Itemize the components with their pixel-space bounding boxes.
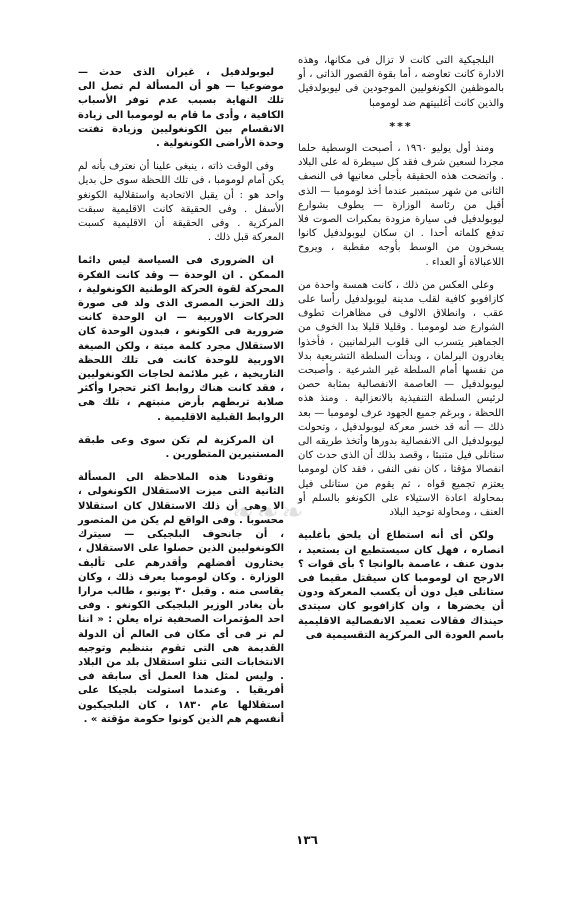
section-separator: *** xyxy=(389,119,413,133)
paragraph: وتقودنا هذه الملاحظة الى المسألة الثانية التى ميزت الاستقلال الكونغولى ، الا وهى أن ذلك الاستقلال كان استقلالا محسوبا . وفى الواقع لم يكن من المتصور ، أن جانحوف البلجيكى — سيترك الكونغوليين الذين حصلوا على الاستقلال ، يختارون أفضلهم وأقدرهم على تأليف الوزارة . وكان لومومبا يعرف ذلك ، وكان يقاسى منه . وقبل ٣٠ يونيو ، طالب مرارا بأن يغادر الوزير البلجيكى الكونغو . وفى احد المؤتمرات الصحفية تراه يعلن : « اننا لم نر فى أى مكان فى العالم أن الدولة القديمة هى التى تقوم بتنظيم وتوجيه الانتخابات التى تتلو استقلال بلد من البلاد . وليس لمثل هذا العمل أى سابقة فى أفريقيا . وعندما استولت بلجيكا على استقلالها عام ١٨٣٠ ، كان البلجيكيون أنفسهم هم الذين كونوا حكومة مؤقتة » . xyxy=(78,472,285,725)
watermark-logo: ❧❧❧ xyxy=(232,498,307,528)
paragraph: ولكن أى أنه استطاع أن يلحق بأغلبية انصاره ، فهل كان سيستطيع ان يستعيد ، بدون عنف ، عاصمة بالوانجا ؟ بأى قوات ؟ الارجح ان لومومبا كان سيقتل مقيما فى ستانلى فيل دون أن يكسب المعركة ودون أن يخضرها ، وان كازافوبو كان سيتدى حينذاك فقالات تعميد الانفصالية الاقليمية باسم العودة الى المركزية التقسيمية فى xyxy=(298,530,504,641)
paragraph: ومنذ أول يوليو ١٩٦٠ ، أصبحت الوسطية حلما مجردا لسعين شرف فقد كل سيطرة له على البلاد . واتضحت هذه الحقيقة بأجلى معانيها فى النصف الثانى من شهر سبتمبر عندما أخذ لومومبا — الذى أقيل من رئاسة الوزارة — يطوف بشوارع ليوبولدفيل فى سيارة مزودة بمكبرات الصوت فلا تدفع كلماته أحدا . ان سكان ليوبولدفيل كانوا يسخرون من الوسط بأوجه مقطبة ، ويروح اللاعبالاة أو العداء . xyxy=(298,143,504,268)
left-column xyxy=(78,66,284,736)
paragraph: البلجيكية التى كانت لا تزال فى مكانها، وهذه الادارة كانت تعاوضه ، أما بقوة القصور الذاتى ، أو بالموظفين الكونغوليين الموجودين فى ليوبولدفيل والذين كانت أغلبيتهم ضد لومومبا xyxy=(298,55,504,109)
page-number: ١٣٦ xyxy=(296,833,318,847)
right-column xyxy=(298,54,504,652)
paragraph: ليوبولدفيل ، غيران الذى حدث — موضوعيا — هو أن المسألة لم تصل الى تلك النهاية بسبب عدم توفر الأسباب الكافية ، وأدى ما قام به لومومبا الى زيادة الانقسام بين الكونغوليين وزيادة تفتت وحدة الأراضى الكونغولية . xyxy=(78,67,284,150)
paragraph: وعلى العكس من ذلك ، كانت همسة واحدة من كازافوبو كافية لقلب مدينة ليوبولدفيل رأسا على عقب ، وانطلاق الالوف فى مظاهرات تطوف الشوارع ضد لومومبا . وقليلا قليلا بدا الخوف من الجماهير يتسرب الى قلوب البرلمانيين ، فأخذوا يغادرون البرلمان ، وبدأت السلطة التشريعية بدلا من نفسها أمام السلطة غير الشرعية . وأصبحت ليوبولدفيل — العاصمة الانفصالية بمثابة حصن لرئيس السلطة التنفيذية بالانعزالية . ومنذ هذه اللحظة ، وبرغم جميع الجهود عرف لومومبا — بعد ذلك — أنه قد خسر معركة ليوبولدفيل ، وتحولت ليوبولدفيل الى الانفصالية بدورها وأتخذ طريقه الى ستانلى فيل متنبئا ، وقصد بذلك أن الذى حدث كان انفصالا مؤقتا ، كان نفى النفى ، فقد كان لومومبا يعتزم تجميع قواه ، ثم يقوم من ستانلى فيل بمحاولة اعادة الاستيلاء على الكونغو بالسلم أو العنف ، ومحاولة توحيد البلاد xyxy=(298,279,504,519)
paragraph: ان المركزية لم تكن سوى وعى طبقة المستنيرين المتطورين . xyxy=(78,434,284,461)
paragraph: وفى الوقت ذاته ، ينبغى علينا أن نعترف بأنه لم يكن أمام لومومبا ، فى تلك اللحظة سوى حل بديل واحد هو : أن يقبل الاتحادية واستقلالية الكونغو الأسفل . وفى الحقيقة كانت الاقليمية سبقت المركزية . وفى الحقيقة أن الاقليمية كسبت المعركة قبل ذلك . xyxy=(78,161,284,244)
paragraph: ان الضرورى فى السياسة ليس دائما الممكن . ان الوحدة — وقد كانت الفكرة المحركة لقوة الحركة الوطنية الكونغولية ، ذلك الحزب المصرى الذى ولد فى صورة الحركات الاوربية — ان الوحدة كانت ضرورية فى الكونغو ، فبدون الوحدة كان الاستقلال مجرد كلمة ميتة ، ولكن الصيغة الاوربية للوحدة كانت فى تلك اللحظة التاريخية ، غير ملائمة لحاجات الكونغوليين ، فقد كانت هناك روابط اكثر تحجرا وأكثر صلابة تربطهم بأرض منبتهم ، تلك هى الروابط القبلية الاقليمية . xyxy=(78,255,284,423)
